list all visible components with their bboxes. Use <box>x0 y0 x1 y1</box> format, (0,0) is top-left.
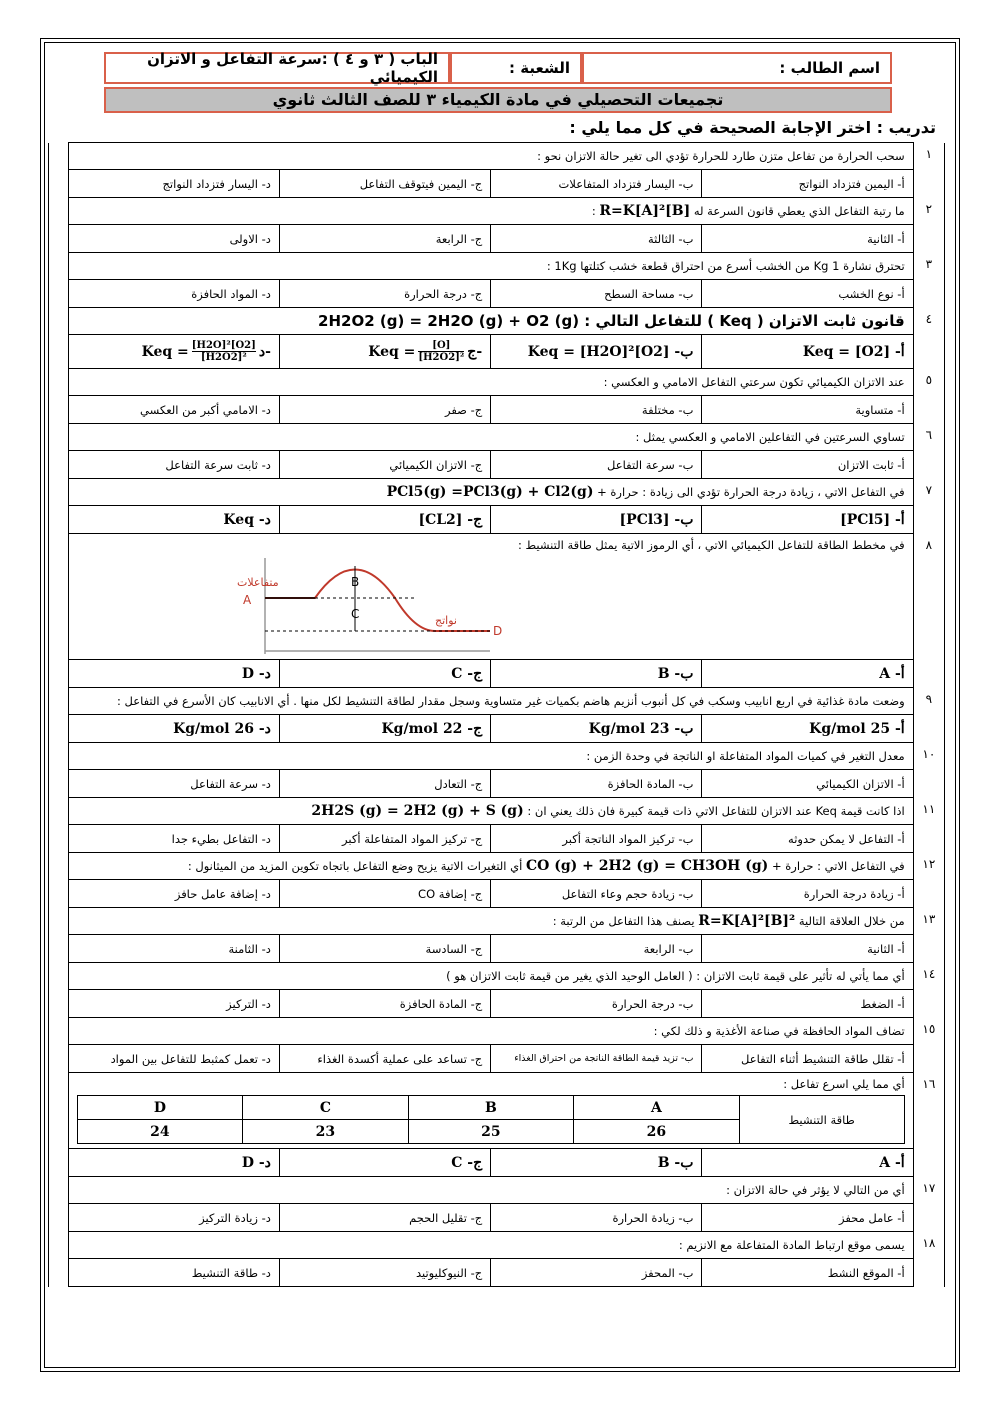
reaction-formula: 2H2S (g) = 2H2 (g) + S (g) <box>311 803 524 819</box>
option-b[interactable]: ب- [PCl3] <box>491 506 702 534</box>
option-b[interactable]: ب- درجة الحرارة <box>491 990 702 1018</box>
question-number: ٥ <box>913 369 944 424</box>
option-c[interactable]: ج- [CL2] <box>279 506 490 534</box>
table-head: B <box>408 1096 574 1120</box>
option-a[interactable]: أ- A <box>702 1149 913 1177</box>
option-d[interactable]: د- اليسار فتزداد النواتج <box>68 170 279 198</box>
question-stem: ما رتبة التفاعل الذي يعطي قانون السرعة له R=K[A]²[B] : <box>68 198 913 225</box>
option-d[interactable]: د- D <box>68 1149 279 1177</box>
option-d[interactable]: د- Keq <box>68 506 279 534</box>
reaction-formula: 2H2O2 (g) = 2H2O (g) + O2 (g) <box>318 312 580 330</box>
option-d[interactable]: د- سرعة التفاعل <box>68 770 279 798</box>
question-stem: عند الاتزان الكيميائي تكون سرعتي التفاعل الامامي و العكسي : <box>68 369 913 396</box>
table-cell: 25 <box>408 1120 574 1144</box>
option-b[interactable]: ب- المادة الحافزة <box>491 770 702 798</box>
question-number: ٧ <box>913 479 944 534</box>
option-d[interactable]: د- الامامي أكبر من العكسي <box>68 396 279 424</box>
option-c[interactable]: ج- درجة الحرارة <box>279 280 490 308</box>
question-number: ١٨ <box>913 1232 944 1287</box>
option-c[interactable]: ج- الرابعة <box>279 225 490 253</box>
option-c[interactable]: ج- تقليل الحجم <box>279 1204 490 1232</box>
option-c[interactable]: ج- C <box>279 660 490 688</box>
option-a[interactable]: أ- زيادة درجة الحرارة <box>702 880 913 908</box>
option-d[interactable]: د- زيادة التركيز <box>68 1204 279 1232</box>
question-number: ١٠ <box>913 743 944 798</box>
option-a[interactable]: أ- الاتزان الكيميائي <box>702 770 913 798</box>
reaction-formula: PCl5(g) =PCl3(g) + Cl2(g) <box>386 484 594 500</box>
option-a[interactable]: أ- الثانية <box>702 935 913 963</box>
option-a[interactable]: أ- ثابت الاتزان <box>702 451 913 479</box>
options-row <box>49 170 945 198</box>
energy-diagram <box>235 556 565 656</box>
student-name-box[interactable] <box>582 52 892 84</box>
instruction-text: تدريب : اختر الإجابة الصحيحة في كل مما يلي : <box>569 118 936 137</box>
question-stem: قانون ثابت الاتزان ( Keq ) للتفاعل التالي : 2H2O2 (g) = 2H2O (g) + O2 (g) <box>68 308 913 335</box>
question-number: ١٧ <box>913 1177 944 1232</box>
option-d[interactable]: د- الثامنة <box>68 935 279 963</box>
option-c[interactable]: ج- C <box>279 1149 490 1177</box>
section-box[interactable] <box>450 52 582 84</box>
question-stem-row <box>49 143 945 170</box>
option-b[interactable]: ب- تركيز المواد الناتجة أكبر <box>491 825 702 853</box>
chapter-box <box>104 52 450 84</box>
student-name-label: اسم الطالب : <box>779 59 880 77</box>
option-d[interactable]: د- ثابت سرعة التفاعل <box>68 451 279 479</box>
option-b[interactable]: ب- B <box>491 1149 702 1177</box>
table-head: A <box>574 1096 740 1120</box>
question-stem: في مخطط الطاقة للتفاعل الكيميائي الاتي ، أي الرموز الاتية يمثل طاقة التنشيط : متفاعلات A B C نواتج D <box>68 534 913 660</box>
question-number: ١٢ <box>913 853 944 908</box>
option-a[interactable]: أ- A <box>702 660 913 688</box>
table-cell: 26 <box>574 1120 740 1144</box>
question-number: ١٥ <box>913 1018 944 1073</box>
option-a[interactable]: أ- اليمين فتزداد النواتج <box>702 170 913 198</box>
chapter-label: الباب ( ٣ و ٤ ) :سرعة التفاعل و الاتزان الكيميائي <box>147 50 438 86</box>
question-stem: أي مما يأتي له تأثير على قيمة ثابت الاتزان : ( العامل الوحيد الذي يغير من قيمة ثابت الاتزان هو ) <box>68 963 913 990</box>
option-a[interactable]: أ- تقلل طاقة التنشيط أثناء التفاعل <box>702 1045 913 1073</box>
question-stem: في التفاعل الاتي ، زيادة درجة الحرارة تؤدي الى زيادة : حرارة + PCl5(g) =PCl3(g) + Cl2(g) <box>68 479 913 506</box>
label-b: B <box>350 575 359 589</box>
question-number: ٢ <box>913 198 944 253</box>
question-stem: تحترق نشارة 1 Kg من الخشب أسرع من احتراق قطعة خشب كتلتها 1Kg : <box>68 253 913 280</box>
table-cell: 23 <box>243 1120 409 1144</box>
question-stem: أي من التالي لا يؤثر في حالة الاتزان : <box>68 1177 913 1204</box>
option-c[interactable]: ج- تركيز المواد المتفاعلة أكبر <box>279 825 490 853</box>
table-label: طاقة التنشيط <box>739 1096 904 1144</box>
question-stem: من خلال العلاقة التالية R=K[A]²[B]² يصنف هذا التفاعل من الرتبة : <box>68 908 913 935</box>
option-b[interactable]: ب- مساحة السطح <box>491 280 702 308</box>
option-b[interactable]: ب- مختلفة <box>491 396 702 424</box>
option-d[interactable]: د- التركيز <box>68 990 279 1018</box>
option-b[interactable]: ب- اليسار فتزداد المتفاعلات <box>491 170 702 198</box>
question-stem: تضاف المواد الحافظة في صناعة الأغذية و ذلك لكي : <box>68 1018 913 1045</box>
question-stem: وضعت مادة غذائية في اربع انابيب وسكب في كل أنبوب أنزيم هاضم بكميات غير متساوية وسجل مقدار لطاقة التنشيط لكل منها . أي الانابيب كان الأسرع في التفاعل : <box>68 688 913 715</box>
question-stem: أي مما يلي اسرع تفاعل : طاقة التنشيط A B C D 26 25 23 24 <box>68 1073 913 1149</box>
question-number: ١٣ <box>913 908 944 963</box>
questions-table <box>48 142 945 1287</box>
question-number: ١٤ <box>913 963 944 1018</box>
section-label: الشعبة : <box>509 59 570 77</box>
option-b[interactable]: ب- زيادة الحرارة <box>491 1204 702 1232</box>
question-stem: يسمى موقع ارتباط المادة المتفاعلة مع الانزيم : <box>68 1232 913 1259</box>
option-c[interactable]: ج- المادة الحافزة <box>279 990 490 1018</box>
option-b[interactable]: ب- المحفز <box>491 1259 702 1287</box>
option-a[interactable]: أ- التفاعل لا يمكن حدوثه <box>702 825 913 853</box>
option-d[interactable]: د- D <box>68 660 279 688</box>
option-a[interactable]: أ- الموقع النشط <box>702 1259 913 1287</box>
option-a[interactable]: أ- 25 Kg/mol <box>702 715 913 743</box>
option-c[interactable]: ج- النيوكليوتيد <box>279 1259 490 1287</box>
table-head: C <box>243 1096 409 1120</box>
question-stem: معدل التغير في كميات المواد المتفاعلة او الناتجة في وحدة الزمن : <box>68 743 913 770</box>
reactants-label: متفاعلات <box>236 576 279 589</box>
option-a[interactable]: أ- عامل محفز <box>702 1204 913 1232</box>
option-c[interactable]: ج- إضافة CO <box>279 880 490 908</box>
option-b[interactable]: ب- الرابعة <box>491 935 702 963</box>
question-number: ١ <box>913 143 944 198</box>
rate-law-formula: R=K[A]²[B] <box>599 203 691 219</box>
option-a[interactable]: أ- متساوية <box>702 396 913 424</box>
option-c[interactable]: ج- السادسة <box>279 935 490 963</box>
question-stem: سحب الحرارة من تفاعل متزن طارد للحرارة تؤدي الى تغير حالة الاتزان نحو : <box>68 143 913 170</box>
option-b[interactable]: ب- الثالثة <box>491 225 702 253</box>
option-d[interactable]: د- المواد الحافزة <box>68 280 279 308</box>
label-a: A <box>242 593 251 607</box>
option-d[interactable]: Keq = $\frac{\text{[H2O]²[O2]}}{\text{[H2O2]²}}$ د- <box>68 335 279 369</box>
option-c[interactable]: ج- 22 Kg/mol <box>279 715 490 743</box>
table-cell: 24 <box>77 1120 243 1144</box>
option-a[interactable]: أ- [PCl5] <box>702 506 913 534</box>
option-b[interactable]: ب- B <box>491 660 702 688</box>
question-stem: اذا كانت قيمة Keq عند الاتزان للتفاعل الاتي ذات قيمة كبيرة فان ذلك يعني ان : 2H2S (g) = 2H2 (g) + S (g) <box>68 798 913 825</box>
option-d[interactable]: د- إضافة عامل حافز <box>68 880 279 908</box>
products-label: نواتج <box>434 614 457 627</box>
question-number: ١٦ <box>913 1073 944 1177</box>
option-b[interactable]: ب- سرعة التفاعل <box>491 451 702 479</box>
label-d: D <box>492 624 502 638</box>
question-stem: تساوي السرعتين في التفاعلين الامامي و العكسي يمثل : <box>68 424 913 451</box>
option-a[interactable]: أ- الثانية <box>702 225 913 253</box>
option-b[interactable]: ب- 23 Kg/mol <box>491 715 702 743</box>
option-a[interactable]: أ- الضغط <box>702 990 913 1018</box>
option-c[interactable]: Keq = $\frac{[O]}{\text{[H2O2]²}}$ ج- <box>279 335 490 369</box>
option-d[interactable]: د- تعمل كمثبط للتفاعل بين المواد <box>68 1045 279 1073</box>
option-c[interactable]: ج- اليمين فيتوقف التفاعل <box>279 170 490 198</box>
question-number: ٩ <box>913 688 944 743</box>
option-c[interactable]: ج- تساعد على عملية أكسدة الغذاء <box>279 1045 490 1073</box>
option-b[interactable]: ب- تزيد قيمة الطاقة الناتجة من احتراق الغذاء <box>491 1045 702 1073</box>
option-d[interactable]: د- التفاعل بطيء جدا <box>68 825 279 853</box>
question-number: ٤ <box>913 308 944 369</box>
option-c[interactable]: ج- التعادل <box>279 770 490 798</box>
option-c[interactable]: ج- الاتزان الكيميائي <box>279 451 490 479</box>
question-number: ٨ <box>913 534 944 688</box>
option-d[interactable]: د- طاقة التنشيط <box>68 1259 279 1287</box>
page-title: تجميعات التحصيلي في مادة الكيمياء ٣ للصف الثالث ثانوي <box>104 87 892 113</box>
question-number: ٦ <box>913 424 944 479</box>
activation-energy-table <box>77 1095 905 1144</box>
question-stem: في التفاعل الاتي : حرارة + CO (g) + 2H2 (g) = CH3OH (g) أي التغيرات الاتية يزيح وضع التفاعل باتجاه تكوين المزيد من الميثانول : <box>68 853 913 880</box>
label-c: C <box>350 607 360 621</box>
option-b[interactable]: ب- زيادة حجم وعاء التفاعل <box>491 880 702 908</box>
option-c[interactable]: ج- صفر <box>279 396 490 424</box>
rate-law-formula: R=K[A]²[B]² <box>698 913 796 929</box>
option-a[interactable]: Keq = [O2] -أ <box>702 335 913 369</box>
reaction-formula: CO (g) + 2H2 (g) = CH3OH (g) <box>526 858 769 874</box>
question-number: ١١ <box>913 798 944 853</box>
option-d[interactable]: د- 26 Kg/mol <box>68 715 279 743</box>
option-a[interactable]: أ- نوع الخشب <box>702 280 913 308</box>
table-head: D <box>77 1096 243 1120</box>
question-number: ٣ <box>913 253 944 308</box>
option-b[interactable]: Keq = [H2O]²[O2] -ب <box>491 335 702 369</box>
option-d[interactable]: د- الاولى <box>68 225 279 253</box>
